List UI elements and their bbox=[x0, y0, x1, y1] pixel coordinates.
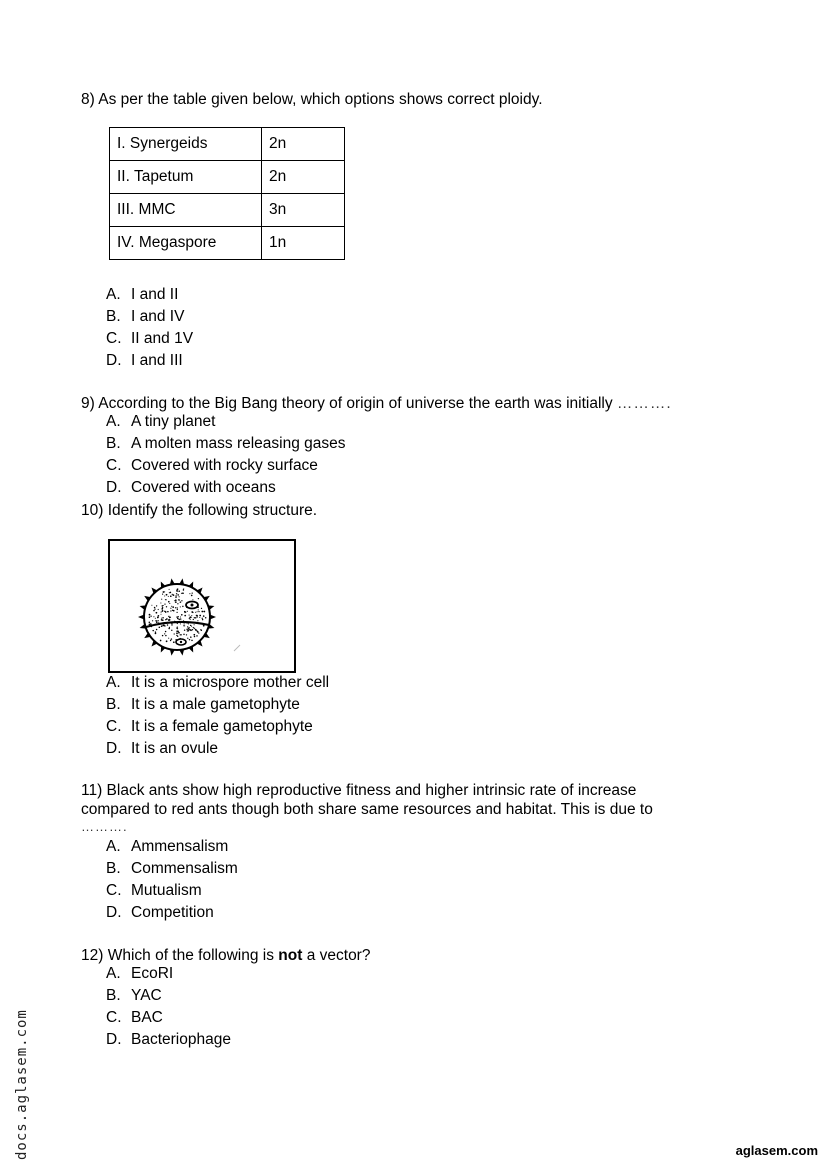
option-item: C. Covered with rocky surface bbox=[106, 457, 318, 474]
option-item: D. Bacteriophage bbox=[106, 1031, 231, 1048]
table-cell: 2n bbox=[262, 128, 345, 161]
table-row bbox=[110, 128, 345, 161]
question-11-line-2: compared to red ants though both share same resources and habitat. This is due to bbox=[81, 801, 653, 818]
option-item: C. Mutualism bbox=[106, 882, 202, 899]
option-item: D. It is an ovule bbox=[106, 740, 219, 757]
option-item: A. A tiny planet bbox=[106, 413, 216, 430]
table-cell: IV. Megaspore bbox=[110, 227, 262, 260]
emphasis-text: not bbox=[278, 947, 303, 964]
option-item: A. It is a microspore mother cell bbox=[106, 674, 330, 691]
option-item: D. I and III bbox=[106, 352, 183, 369]
brand-footer: aglasem.com bbox=[735, 1143, 818, 1158]
ploidy-table bbox=[109, 127, 345, 260]
pollen-grain-illustration bbox=[110, 541, 294, 671]
blank-dots: ………. bbox=[81, 819, 128, 834]
table-row bbox=[110, 227, 345, 260]
question-12-options bbox=[106, 963, 231, 1051]
question-10-options bbox=[106, 672, 329, 760]
table-cell: 2n bbox=[262, 161, 345, 194]
question-8-text: 8) As per the table given below, which options shows correct ploidy. bbox=[81, 91, 543, 108]
option-item: B. A molten mass releasing gases bbox=[106, 435, 346, 452]
question-11-line-1: 11) Black ants show high reproductive fitness and higher intrinsic rate of increase bbox=[81, 782, 637, 799]
question-11-options bbox=[106, 836, 238, 924]
table-cell: I. Synergeids bbox=[110, 128, 262, 161]
table-row bbox=[110, 161, 345, 194]
option-item: C. II and 1V bbox=[106, 330, 194, 347]
option-item: A. Ammensalism bbox=[106, 838, 229, 855]
table-row bbox=[110, 194, 345, 227]
watermark-text: docs.aglasem.com bbox=[14, 1009, 30, 1160]
question-9-options bbox=[106, 411, 346, 499]
option-item: B. It is a male gametophyte bbox=[106, 696, 300, 713]
option-item: D. Competition bbox=[106, 904, 214, 921]
option-item: B. Commensalism bbox=[106, 860, 238, 877]
option-item: A. I and II bbox=[106, 286, 179, 303]
pollen-grain-figure bbox=[108, 539, 296, 673]
option-item: D. Covered with oceans bbox=[106, 479, 276, 496]
table-cell: 3n bbox=[262, 194, 345, 227]
option-item: B. I and IV bbox=[106, 308, 185, 325]
table-cell: 1n bbox=[262, 227, 345, 260]
table-cell: III. MMC bbox=[110, 194, 262, 227]
question-8-options bbox=[106, 284, 193, 372]
question-10-text: 10) Identify the following structure. bbox=[81, 502, 318, 519]
option-item: C. BAC bbox=[106, 1009, 163, 1026]
blank-dots: ………. bbox=[616, 395, 672, 412]
question-12-text: 12) Which of the following is not a vector? bbox=[81, 947, 371, 964]
option-item: A. EcoRI bbox=[106, 965, 174, 982]
question-9-text: 9) According to the Big Bang theory of origin of universe the earth was initially ………. bbox=[81, 395, 672, 412]
table-cell: II. Tapetum bbox=[110, 161, 262, 194]
option-item: C. It is a female gametophyte bbox=[106, 718, 313, 735]
option-item: B. YAC bbox=[106, 987, 162, 1004]
